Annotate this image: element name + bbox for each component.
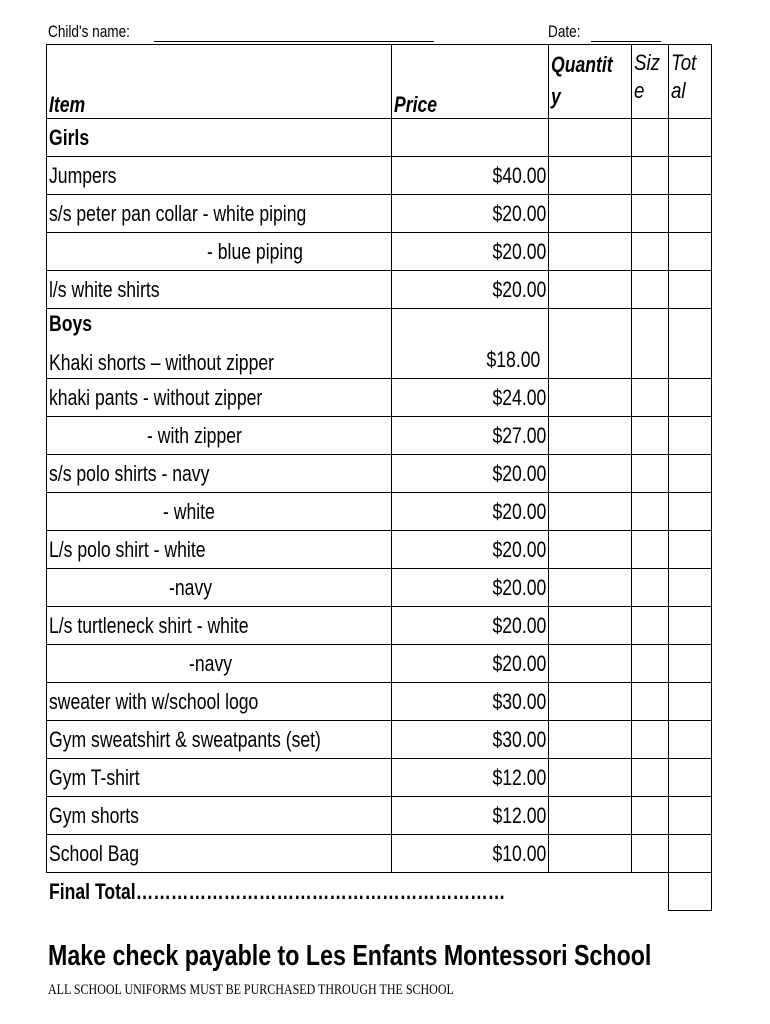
item-cell: [47, 309, 392, 379]
table-row: [47, 379, 712, 417]
child-name-field: [48, 22, 434, 42]
item-cell: l/s white shirts: [47, 271, 392, 309]
price-cell: $20.00: [391, 493, 548, 531]
item-cell: Jumpers: [47, 157, 392, 195]
price-cell: $20.00: [391, 455, 548, 493]
total-cell[interactable]: [668, 119, 711, 157]
table-row: [47, 271, 712, 309]
date-field: [548, 22, 661, 42]
table-row: [47, 493, 712, 531]
size-cell[interactable]: [631, 797, 668, 835]
total-cell[interactable]: [668, 645, 711, 683]
size-cell[interactable]: [631, 309, 668, 379]
column-header-size: Size: [631, 45, 668, 119]
final-total-label: Final Total………………………………………………………: [47, 873, 669, 911]
table-row: [47, 683, 712, 721]
quantity-cell[interactable]: [548, 569, 631, 607]
item-cell: - with zipper: [47, 417, 392, 455]
size-cell[interactable]: [631, 569, 668, 607]
table-row: [47, 157, 712, 195]
item-cell: sweater with w/school logo: [47, 683, 392, 721]
payable-instruction: Make check payable to Les Enfants Montessori School: [48, 940, 652, 972]
price-cell: $20.00: [391, 607, 548, 645]
quantity-cell[interactable]: [548, 379, 631, 417]
quantity-cell[interactable]: [548, 455, 631, 493]
table-row: [47, 531, 712, 569]
size-cell[interactable]: [631, 455, 668, 493]
table-row: [47, 759, 712, 797]
size-cell[interactable]: [631, 157, 668, 195]
size-cell[interactable]: [631, 379, 668, 417]
quantity-cell[interactable]: [548, 195, 631, 233]
section-label-girls: Girls: [47, 119, 392, 157]
item-cell: Gym T-shirt: [47, 759, 392, 797]
purchase-note: ALL SCHOOL UNIFORMS MUST BE PURCHASED THROUGH THE SCHOOL: [48, 982, 454, 998]
quantity-cell[interactable]: [548, 493, 631, 531]
item-cell: Gym sweatshirt & sweatpants (set): [47, 721, 392, 759]
table-row: [47, 455, 712, 493]
date-blank[interactable]: [591, 25, 661, 42]
quantity-cell[interactable]: [548, 759, 631, 797]
size-cell[interactable]: [631, 119, 668, 157]
size-cell[interactable]: [631, 417, 668, 455]
item-cell: School Bag: [47, 835, 392, 873]
price-cell: $27.00: [391, 417, 548, 455]
table-row: [47, 569, 712, 607]
price-cell: $12.00: [391, 759, 548, 797]
child-name-blank[interactable]: [154, 25, 434, 42]
price-cell: $20.00: [391, 569, 548, 607]
price-cell: $30.00: [391, 683, 548, 721]
table-row: [47, 721, 712, 759]
table-row: [47, 797, 712, 835]
size-cell[interactable]: [631, 683, 668, 721]
total-cell[interactable]: [668, 797, 711, 835]
price-cell: $18.00: [391, 309, 548, 379]
size-cell[interactable]: [631, 531, 668, 569]
column-header-quantity: Quantity: [548, 45, 631, 119]
size-cell[interactable]: [631, 493, 668, 531]
item-cell: - blue piping: [47, 233, 392, 271]
header-row: [47, 45, 712, 119]
size-cell[interactable]: [631, 645, 668, 683]
size-cell[interactable]: [631, 271, 668, 309]
section-label-boys: Boys: [49, 311, 93, 336]
total-cell[interactable]: [668, 379, 711, 417]
total-cell[interactable]: [668, 759, 711, 797]
price-cell: $20.00: [391, 645, 548, 683]
size-cell[interactable]: [631, 835, 668, 873]
table-row: [47, 607, 712, 645]
total-cell[interactable]: [668, 233, 711, 271]
price-cell: $20.00: [391, 195, 548, 233]
quantity-cell[interactable]: [548, 417, 631, 455]
quantity-cell[interactable]: [548, 119, 631, 157]
total-cell[interactable]: [668, 309, 711, 379]
total-cell[interactable]: [668, 683, 711, 721]
quantity-cell[interactable]: [548, 797, 631, 835]
item-cell: L/s polo shirt - white: [47, 531, 392, 569]
price-cell: $30.00: [391, 721, 548, 759]
quantity-cell[interactable]: [548, 683, 631, 721]
total-cell[interactable]: [668, 195, 711, 233]
quantity-cell[interactable]: [548, 157, 631, 195]
total-cell[interactable]: [668, 835, 711, 873]
column-header-item: Item: [47, 45, 392, 119]
item-cell: L/s turtleneck shirt - white: [47, 607, 392, 645]
item-cell: -navy: [47, 645, 392, 683]
total-cell[interactable]: [668, 455, 711, 493]
size-cell[interactable]: [631, 721, 668, 759]
table-row: [47, 835, 712, 873]
final-total-cell[interactable]: [668, 873, 711, 911]
total-cell[interactable]: [668, 531, 711, 569]
size-cell[interactable]: [631, 195, 668, 233]
item-cell: s/s peter pan collar - white piping: [47, 195, 392, 233]
item-cell: Gym shorts: [47, 797, 392, 835]
table-row: [47, 417, 712, 455]
table-row: [47, 195, 712, 233]
uniform-order-table: [46, 44, 712, 911]
column-header-total: Total: [668, 45, 711, 119]
total-cell[interactable]: [668, 607, 711, 645]
section-row-boys: [47, 309, 712, 379]
section-row-girls: [47, 119, 712, 157]
table-row: [47, 233, 712, 271]
price-cell: $12.00: [391, 797, 548, 835]
price-cell: $20.00: [391, 233, 548, 271]
item-cell: - white: [47, 493, 392, 531]
total-cell[interactable]: [668, 721, 711, 759]
total-cell[interactable]: [668, 157, 711, 195]
quantity-cell[interactable]: [548, 645, 631, 683]
column-header-price: Price: [391, 45, 548, 119]
total-cell[interactable]: [668, 417, 711, 455]
item-cell: s/s polo shirts - navy: [47, 455, 392, 493]
price-cell: $10.00: [391, 835, 548, 873]
total-cell[interactable]: [668, 271, 711, 309]
price-cell: $20.00: [391, 531, 548, 569]
table-row: [47, 645, 712, 683]
quantity-cell[interactable]: [548, 233, 631, 271]
price-cell: $24.00: [391, 379, 548, 417]
size-cell[interactable]: [631, 233, 668, 271]
quantity-cell[interactable]: [548, 835, 631, 873]
price-cell: $20.00: [391, 271, 548, 309]
item-cell: khaki pants - without zipper: [47, 379, 392, 417]
price-cell: $40.00: [391, 157, 548, 195]
quantity-cell[interactable]: [548, 271, 631, 309]
quantity-cell[interactable]: [548, 721, 631, 759]
final-total-row: [47, 873, 712, 911]
date-label: Date:: [548, 22, 581, 41]
quantity-cell[interactable]: [548, 531, 631, 569]
quantity-cell[interactable]: [548, 309, 631, 379]
item-cell: -navy: [47, 569, 392, 607]
item-label: Khaki shorts – without zipper: [49, 350, 275, 375]
size-cell[interactable]: [631, 607, 668, 645]
quantity-cell[interactable]: [548, 607, 631, 645]
total-cell[interactable]: [668, 493, 711, 531]
total-cell[interactable]: [668, 569, 711, 607]
child-name-label: Child's name:: [48, 22, 130, 41]
size-cell[interactable]: [631, 759, 668, 797]
